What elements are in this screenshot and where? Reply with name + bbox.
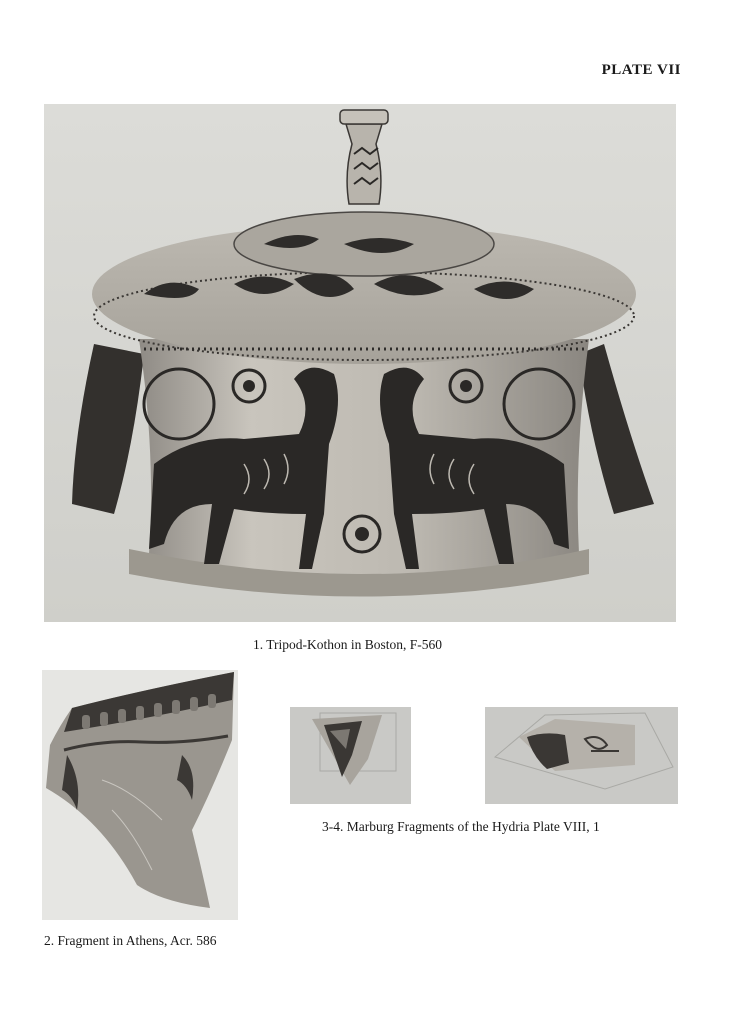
figure-2-caption: 2. Fragment in Athens, Acr. 586	[44, 933, 217, 948]
figure-3-4-caption: 3-4. Marburg Fragments of the Hydria Plate VIII, 1	[322, 819, 600, 834]
figure-4-photo	[485, 707, 678, 804]
plate-label: PLATE VII	[601, 62, 681, 78]
figure-2-photo	[42, 670, 238, 920]
figure-3-photo	[290, 707, 411, 804]
figure-1-caption: 1. Tripod-Kothon in Boston, F-560	[253, 637, 443, 652]
figure-1-photo	[44, 104, 676, 622]
